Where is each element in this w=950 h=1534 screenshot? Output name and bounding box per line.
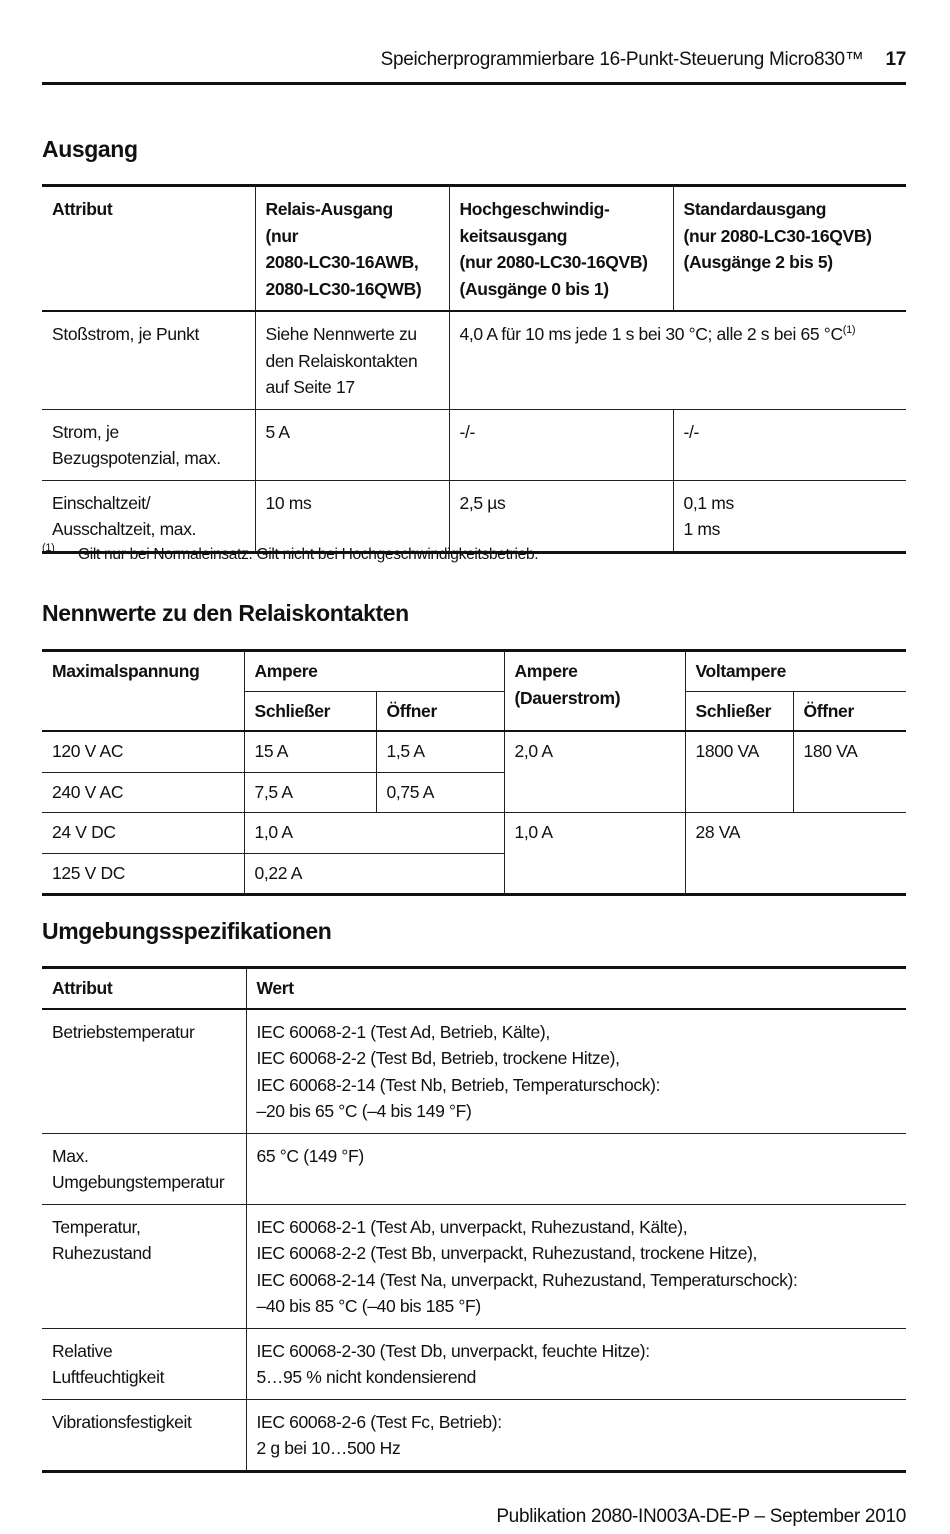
table-cell: 1,0 A [504, 813, 685, 895]
table-cell: 0,1 ms 1 ms [673, 480, 906, 552]
table-cell: 0,22 A [244, 853, 504, 895]
column-header: Schließer [244, 691, 376, 731]
table-header-row [42, 968, 906, 1009]
table-cell: Vibrationsfestigkeit [42, 1399, 246, 1471]
page-header-title: Speicherprogrammierbare 16-Punkt-Steuerung Micro830™ [380, 49, 864, 70]
page-header [42, 38, 906, 85]
table-row [42, 1328, 906, 1399]
table-cell: Relative Luftfeuchtigkeit [42, 1328, 246, 1399]
table-cell: 5 A [255, 409, 449, 480]
column-header: Öffner [376, 691, 504, 731]
column-header: Hochgeschwindig- keitsausgang (nur 2080-LC30-16QVB) (Ausgänge 0 bis 1) [449, 186, 673, 312]
column-header: Standardausgang (nur 2080-LC30-16QVB) (Ausgänge 2 bis 5) [673, 186, 906, 312]
table-cell: Strom, je Bezugspotenzial, max. [42, 409, 255, 480]
column-header: Schließer [685, 691, 793, 731]
table-cell: 65 °C (149 °F) [246, 1133, 906, 1204]
footnote-reference: (1) [842, 324, 856, 337]
table-header-row [42, 651, 906, 692]
table-cell: 7,5 A [244, 772, 376, 813]
column-header: Wert [246, 968, 906, 1009]
column-header: Voltampere [685, 651, 906, 692]
footnote-mark: (1) [42, 542, 55, 554]
table-cell: Betriebstemperatur [42, 1009, 246, 1134]
table-cell: 240 V AC [42, 772, 244, 813]
footnote [42, 542, 539, 564]
table-cell: IEC 60068-2-1 (Test Ad, Betrieb, Kälte), IEC 60068-2-2 (Test Bd, Betrieb, trockene Hitze), IEC 60068-2-14 (Test Nb, Betrieb, Temperaturschock): –20 bis 65 °C (–4 bis 149 °F) [246, 1009, 906, 1134]
table-row [42, 311, 906, 409]
table-cell: 24 V DC [42, 813, 244, 854]
section-title-relaiskontakte: Nennwerte zu den Relaiskontakten [42, 600, 409, 626]
table-cell: 2,0 A [504, 731, 685, 813]
table-header-row [42, 186, 906, 312]
table-cell: 180 VA [793, 731, 906, 813]
table-cell: 120 V AC [42, 731, 244, 772]
column-header: Öffner [793, 691, 906, 731]
column-header: Ampere [244, 651, 504, 692]
table-cell: IEC 60068-2-6 (Test Fc, Betrieb): 2 g bei 10…500 Hz [246, 1399, 906, 1471]
table-row [42, 1204, 906, 1328]
section-title-umgebung: Umgebungsspezifikationen [42, 918, 332, 944]
table-cell: Einschaltzeit/ Ausschaltzeit, max. [42, 480, 255, 552]
column-header: Ampere (Dauerstrom) [504, 651, 685, 732]
table-cell: Stoßstrom, je Punkt [42, 311, 255, 409]
column-header: Attribut [42, 186, 255, 312]
ausgang-table [42, 184, 906, 554]
footnote-text: Gilt nur bei Normaleinsatz. Gilt nicht bei Hochgeschwindigkeitsbetrieb. [78, 546, 539, 563]
table-row [42, 480, 906, 552]
table-cell: IEC 60068-2-30 (Test Db, unverpackt, feuchte Hitze): 5…95 % nicht kondensierend [246, 1328, 906, 1399]
page-number: 17 [885, 49, 906, 70]
column-header: Maximalspannung [42, 651, 244, 732]
table-row [42, 1399, 906, 1471]
table-cell: IEC 60068-2-1 (Test Ab, unverpackt, Ruhezustand, Kälte), IEC 60068-2-2 (Test Bb, unverpackt, Ruhezustand, trockene Hitze), IEC 60068-2-14 (Test Na, unverpackt, Ruhezustand, Temperaturschock): –40 bis 85 °C (–40 bis 185 °F) [246, 1204, 906, 1328]
table-row [42, 1133, 906, 1204]
table-cell: 2,5 µs [449, 480, 673, 552]
table-cell: 10 ms [255, 480, 449, 552]
relais-table [42, 649, 906, 896]
page-footer: Publikation 2080-IN003A-DE-P – September 2010 [496, 1506, 906, 1527]
table-row [42, 1009, 906, 1134]
section-title-ausgang: Ausgang [42, 136, 138, 162]
table-cell: -/- [449, 409, 673, 480]
table-cell: Temperatur, Ruhezustand [42, 1204, 246, 1328]
table-cell: -/- [673, 409, 906, 480]
table-cell: 4,0 A für 10 ms jede 1 s bei 30 °C; alle 2 s bei 65 $^\circ C^{(1)}$ [449, 311, 906, 409]
table-cell: 125 V DC [42, 853, 244, 895]
table-cell: 15 A [244, 731, 376, 772]
table-row [42, 813, 906, 854]
column-header: Relais-Ausgang (nur 2080-LC30-16AWB, 2080-LC30-16QWB) [255, 186, 449, 312]
table-cell: Siehe Nennwerte zu den Relaiskontakten auf Seite 17 [255, 311, 449, 409]
table-cell: 28 VA [685, 813, 906, 895]
table-cell: 0,75 A [376, 772, 504, 813]
table-row [42, 731, 906, 772]
table-cell: 1,0 A [244, 813, 504, 854]
column-header: Attribut [42, 968, 246, 1009]
table-cell: 1,5 A [376, 731, 504, 772]
umgebung-table [42, 966, 906, 1473]
table-cell: Max. Umgebungstemperatur [42, 1133, 246, 1204]
table-cell: 1800 VA [685, 731, 793, 813]
table-row [42, 409, 906, 480]
